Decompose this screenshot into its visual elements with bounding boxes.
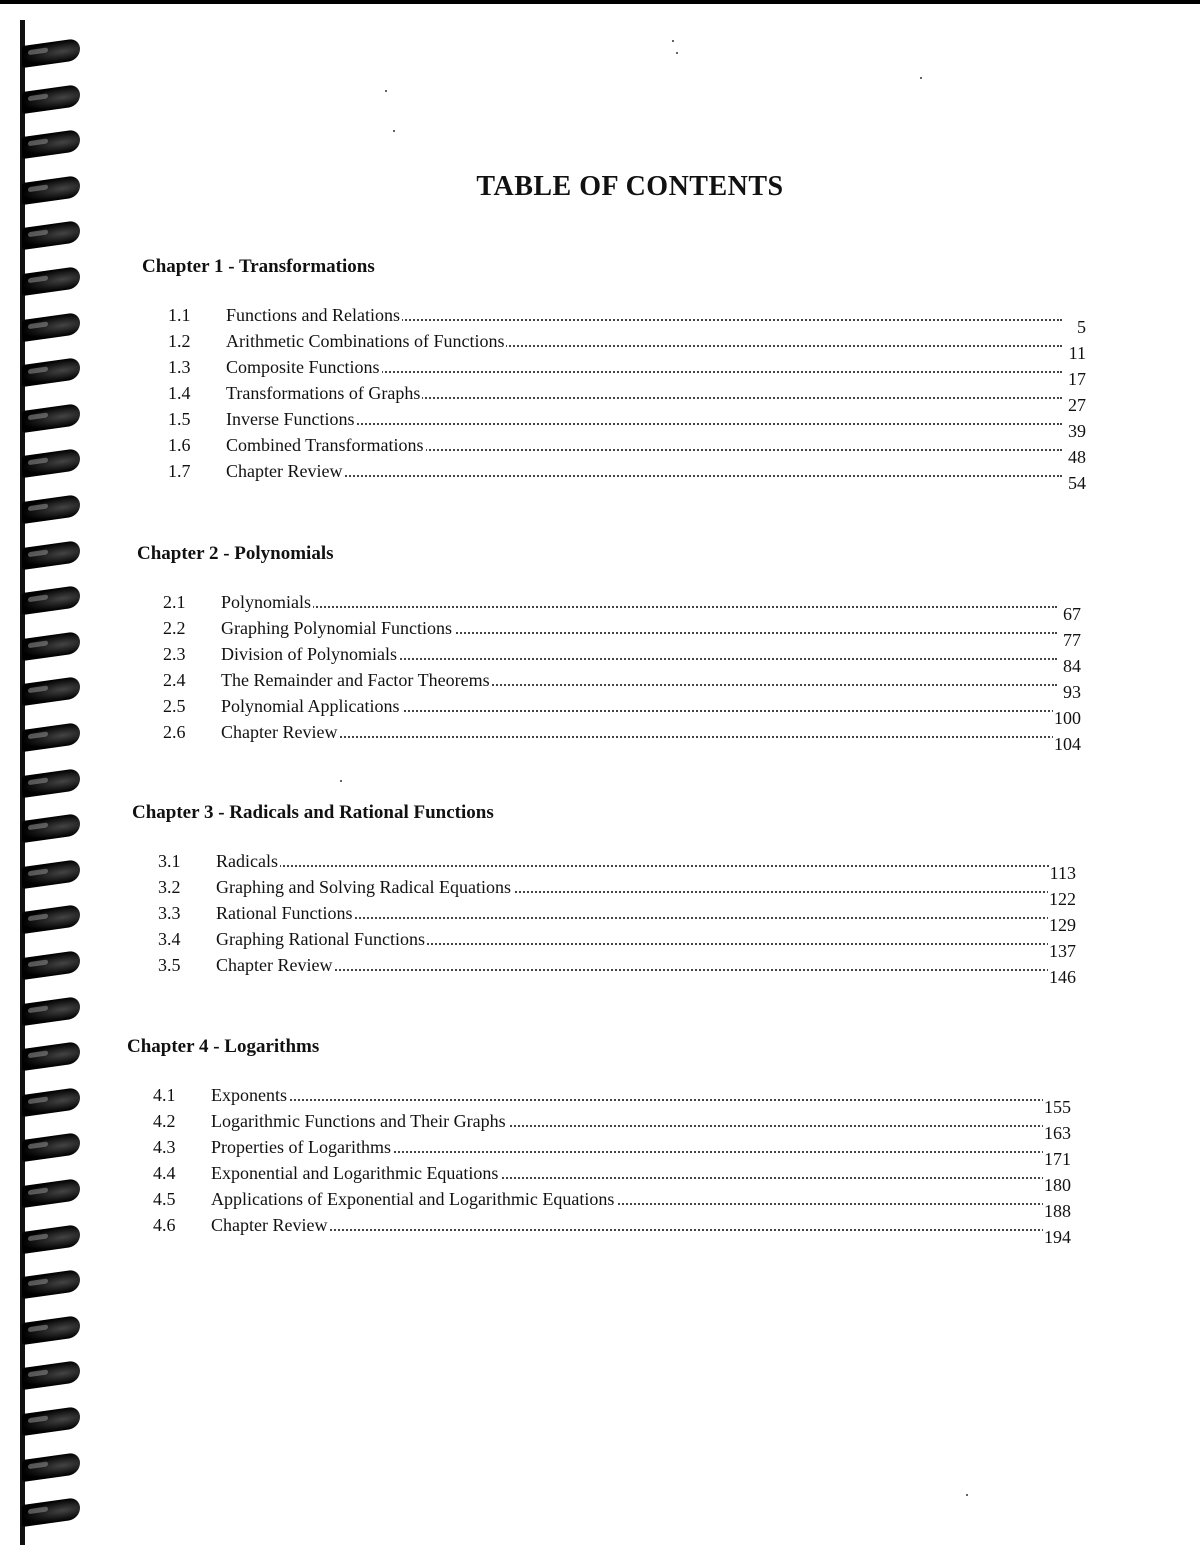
binding-coil [22,1132,80,1162]
binding-coil [22,1041,80,1071]
toc-entry[interactable] [132,902,1076,935]
section-title: Applications of Exponential and Logarithmic Equations [211,1189,615,1209]
section-title: Polynomials [221,592,312,612]
section-number: 2.3 [163,644,186,664]
section-title: Composite Functions [226,357,380,377]
section-title: Exponents [211,1085,287,1105]
page-number: 27 [1068,395,1086,415]
section-title: Polynomial Applications [221,696,400,716]
scan-speck [966,1494,968,1496]
section-number: 2.4 [163,670,186,690]
chapter-1 [142,256,1086,493]
dot-leader [211,1229,1047,1231]
toc-entry[interactable] [137,721,1081,754]
section-title: Exponential and Logarithmic Equations [211,1163,499,1183]
binding-coil [22,904,80,934]
toc-entry[interactable] [142,434,1086,467]
page-number: 54 [1068,473,1086,493]
binding-coil [22,1087,80,1117]
binding-coil [22,1224,80,1254]
toc-entry[interactable] [127,1162,1071,1195]
toc-entry[interactable] [127,1136,1071,1169]
binding-coil [22,448,80,478]
page-number: 39 [1068,421,1086,441]
chapter-3 [132,802,1076,987]
section-title: Inverse Functions [226,409,355,429]
binding-coil [22,266,80,296]
section-title: The Remainder and Factor Theorems [221,670,490,690]
scan-top-edge [0,0,1200,4]
binding-coil [22,357,80,387]
toc-entry[interactable] [137,643,1081,676]
page-number: 113 [1049,863,1076,883]
section-title: Functions and Relations [226,305,400,325]
page-number: 104 [1054,734,1081,754]
chapter-title: Chapter 1 - Transformations [142,256,375,277]
page-number: 129 [1049,915,1076,935]
page-number: 77 [1063,630,1081,650]
page-number: 100 [1054,708,1081,728]
section-number: 4.5 [153,1189,176,1209]
toc-entry[interactable] [137,591,1081,624]
section-title: Chapter Review [211,1215,328,1235]
page-number: 180 [1044,1175,1071,1195]
scan-speck [385,90,387,92]
page-number: 93 [1063,682,1081,702]
section-title: Combined Transformations [226,435,424,455]
toc-entry[interactable] [137,617,1081,650]
page-number: 5 [1077,317,1086,337]
toc-entry[interactable] [132,850,1076,883]
section-number: 2.6 [163,722,186,742]
toc-entry[interactable] [142,356,1086,389]
page-number: 146 [1049,967,1076,987]
page-title: TABLE OF CONTENTS [476,170,784,202]
page-number: 171 [1044,1149,1071,1169]
section-number: 1.6 [168,435,191,455]
section-number: 3.5 [158,955,181,975]
section-title: Rational Functions [216,903,353,923]
page-number: 48 [1068,447,1086,467]
page-number: 122 [1049,889,1076,909]
scan-speck [676,52,678,54]
binding-coil [22,1452,80,1482]
binding-coil [22,768,80,798]
page-number: 67 [1063,604,1081,624]
dot-leader [216,865,1052,867]
page-number: 84 [1063,656,1081,676]
section-number: 1.1 [168,305,191,325]
chapter-title: Chapter 2 - Polynomials [137,543,334,564]
dot-leader [211,1099,1047,1101]
binding-coil [22,1315,80,1345]
toc-entry[interactable] [142,382,1086,415]
toc-entry[interactable] [132,876,1076,909]
chapter-title: Chapter 4 - Logarithms [127,1036,320,1057]
chapter-title: Chapter 3 - Radicals and Rational Functions [132,802,494,823]
section-number: 1.4 [168,383,191,403]
dot-leader [216,969,1052,971]
section-number: 3.1 [158,851,181,871]
section-number: 4.4 [153,1163,176,1183]
binding-coil [22,403,80,433]
page-number: 155 [1044,1097,1071,1117]
binding-coil [22,950,80,980]
section-number: 1.7 [168,461,191,481]
toc-entry[interactable] [127,1110,1071,1143]
chapter-entries [137,591,1081,754]
section-title: Logarithmic Functions and Their Graphs [211,1111,506,1131]
page-number: 194 [1044,1227,1071,1247]
toc-entry[interactable] [127,1214,1071,1247]
binding-coil [22,722,80,752]
section-number: 2.1 [163,592,186,612]
scan-speck [340,780,342,782]
binding-coil [22,38,80,68]
toc-entry[interactable] [132,954,1076,987]
binding-coil [22,1497,80,1527]
scan-speck [920,77,922,79]
section-title: Chapter Review [216,955,333,975]
toc-entry[interactable] [142,408,1086,441]
dot-leader [221,736,1057,738]
binding-coil [22,585,80,615]
binding-coil [22,996,80,1026]
toc-entry[interactable] [137,695,1081,728]
page-number: 137 [1049,941,1076,961]
toc-entry[interactable] [132,928,1076,961]
section-number: 3.4 [158,929,181,949]
binding-coil [22,1269,80,1299]
page-number: 188 [1044,1201,1071,1221]
binding-coil [22,84,80,114]
toc-entry[interactable] [137,669,1081,702]
chapter-2 [137,543,1081,754]
binding-coil [22,220,80,250]
chapter-entries [132,850,1076,987]
binding-coil [22,312,80,342]
section-title: Chapter Review [226,461,343,481]
section-number: 4.3 [153,1137,176,1157]
toc-entry[interactable] [142,304,1086,337]
binding-coil [22,1360,80,1390]
section-number: 3.3 [158,903,181,923]
section-number: 2.2 [163,618,186,638]
section-title: Graphing and Solving Radical Equations [216,877,511,897]
section-number: 4.6 [153,1215,176,1235]
dot-leader [226,475,1062,477]
section-title: Graphing Rational Functions [216,929,425,949]
spiral-binding [14,20,76,1545]
binding-coil [22,631,80,661]
binding-coil [22,129,80,159]
section-number: 4.1 [153,1085,176,1105]
page-number: 17 [1068,369,1086,389]
page-number: 163 [1044,1123,1071,1143]
section-number: 1.2 [168,331,191,351]
chapter-4 [127,1036,1071,1247]
toc-entry[interactable] [127,1188,1071,1221]
scan-speck [672,40,674,42]
scan-speck [393,130,395,132]
toc-entry[interactable] [127,1084,1071,1117]
section-number: 3.2 [158,877,181,897]
binding-coil [22,813,80,843]
section-number: 2.5 [163,696,186,716]
toc-entry[interactable] [142,460,1086,493]
binding-coil [22,1178,80,1208]
chapter-entries [127,1084,1071,1247]
dot-leader [221,606,1057,608]
chapter-entries [142,304,1086,493]
page-number: 11 [1068,343,1086,363]
toc-entry[interactable] [142,330,1086,363]
binding-coil [22,859,80,889]
section-title: Properties of Logarithms [211,1137,391,1157]
binding-coil [22,1406,80,1436]
section-title: Arithmetic Combinations of Functions [226,331,505,351]
binding-coil [22,676,80,706]
binding-coil [22,494,80,524]
section-title: Division of Polynomials [221,644,398,664]
section-title: Radicals [216,851,278,871]
section-number: 1.3 [168,357,191,377]
section-title: Transformations of Graphs [226,383,421,403]
section-title: Chapter Review [221,722,338,742]
section-number: 4.2 [153,1111,176,1131]
section-number: 1.5 [168,409,191,429]
section-title: Graphing Polynomial Functions [221,618,452,638]
binding-coil [22,540,80,570]
